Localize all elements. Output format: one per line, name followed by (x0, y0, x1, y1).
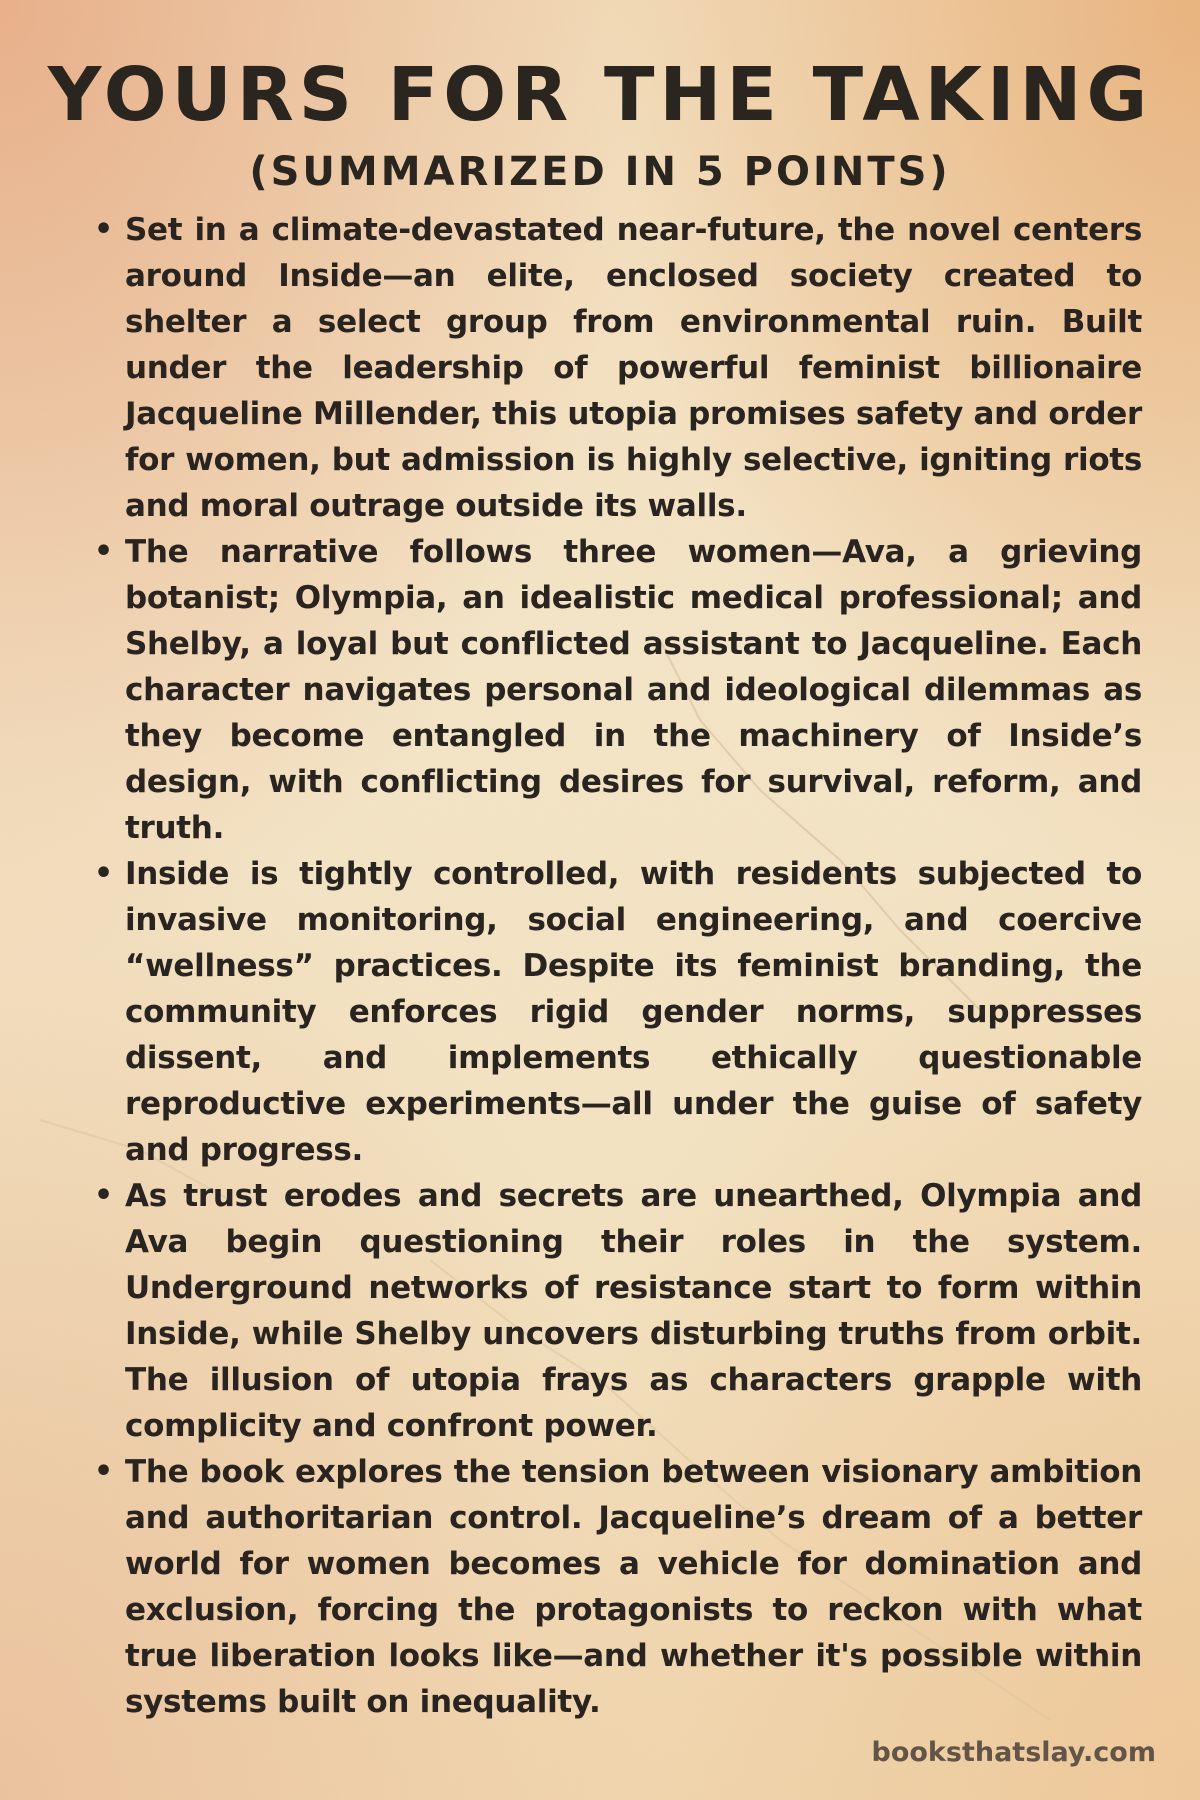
site-watermark: booksthatslay.com (871, 1737, 1156, 1768)
bullet-icon: • (94, 1454, 113, 1489)
summary-point-text: Inside is tightly controlled, with residents subjected to invasive monitoring, social engineering, and coercive “wellness” practices. Despite its feminist branding, the community enforces rigid gender norms, suppresses dissent, and implements ethically questionable reproductive experiments—all under the guise of safety and progress. (125, 856, 1142, 1168)
summary-points-list (90, 207, 1142, 1725)
bullet-icon: • (94, 1178, 113, 1213)
bullet-icon: • (94, 212, 113, 247)
summary-point-text: As trust erodes and secrets are unearthed, Olympia and Ava begin questioning their roles in the system. Underground networks of resistance start to form within Inside, while Shelby uncovers disturbing truths from orbit. The illusion of utopia frays as characters grapple with complicity and confront power. (125, 1178, 1142, 1444)
summary-point-text: Set in a climate-devastated near-future, the novel centers around Inside—an elite, enclosed society created to shelter a select group from environmental ruin. Built under the leadership of powerful feminist billionaire Jacqueline Millender, this utopia promises safety and order for women, but admission is highly selective, igniting riots and moral outrage outside its walls. (125, 212, 1142, 524)
summary-point-3 (90, 851, 1142, 1173)
summary-point-4 (90, 1173, 1142, 1449)
bullet-icon: • (94, 856, 113, 891)
summary-point-text: The narrative follows three women—Ava, a grieving botanist; Olympia, an idealistic medical professional; and Shelby, a loyal but conflicted assistant to Jacqueline. Each character navigates personal and ideological dilemmas as they become entangled in the machinery of Inside’s design, with conflicting desires for survival, reform, and truth. (125, 534, 1142, 846)
summary-point-2 (90, 529, 1142, 851)
page-subtitle: (SUMMARIZED IN 5 POINTS) (249, 149, 951, 195)
page-title: YOURS FOR THE TAKING (47, 52, 1153, 138)
summary-point-text: The book explores the tension between visionary ambition and authoritarian control. Jacqueline’s dream of a better world for women becomes a vehicle for domination and exclusion, forcing the protagonists to reckon with what true liberation looks like—and whether it's possible within systems built on inequality. (125, 1454, 1142, 1720)
bullet-icon: • (94, 534, 113, 569)
summary-point-1 (90, 207, 1142, 529)
summary-point-5 (90, 1449, 1142, 1725)
